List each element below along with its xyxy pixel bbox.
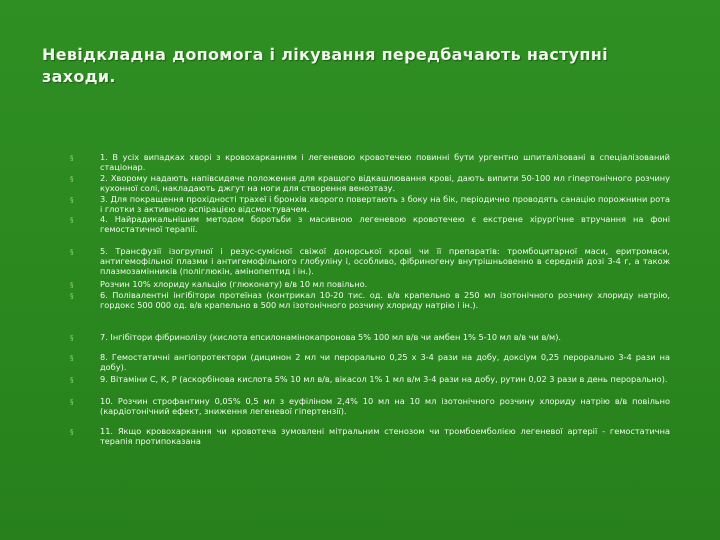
list-item-text: 1. В усіх випадках хворі з кровохарканням і легеневою кровотечею повинні бути ургентно шпиталізовані в спеціалізований стаціонар. — [100, 152, 670, 172]
list-item-text: 7. Інгібітори фібринолізу (кислота епсилонамінокапронова 5% 100 мл в/в чи амбен 1% 5-10 мл в/в чи в/м). — [100, 332, 562, 342]
list-item — [70, 375, 670, 385]
list-item — [70, 427, 670, 447]
bullet-icon: § — [70, 376, 74, 384]
list-item-text: 4. Найрадикальнішим методом боротьби з масивною легеневою кровотечею є екстрене хірургічне втручання на фоні гемостатичної терапії. — [100, 214, 670, 234]
list-item-text: 2. Хворому надають напівсидяче положення для кращого відкашлювання крові, дають випити 50-100 мл гіпертонічного розчину кухонної солі, накладають джгут на ноги для створення венозтазу. — [100, 173, 670, 193]
bullet-icon: § — [70, 175, 74, 183]
list-item — [70, 397, 670, 417]
bullet-icon: § — [70, 248, 74, 256]
bullet-icon: § — [70, 216, 74, 224]
bullet-icon: § — [70, 334, 74, 342]
list-item — [70, 247, 670, 276]
bullet-icon: § — [70, 281, 74, 289]
list-item-text: 8. Гемостатичні ангіопротектори (дицинон 2 мл чи перорально 0,25 х 3-4 рази на добу, доксіум 0,25 перорально 3-4 рази на добу). — [100, 352, 670, 372]
list-item-text: 9. Вітаміни С, К, Р (аскорбінова кислота 5% 10 мл в/в, вікасол 1% 1 мл в/м 3-4 рази на добу, рутин 0,02 3 рази в день перорально). — [100, 374, 668, 384]
list-item-text: Розчин 10% хлориду кальцію (глюконату) в/в 10 мл повільно. — [100, 279, 368, 289]
list-item-text: 3. Для покращення прохідності трахеї і бронхів хворого повертають з боку на бік, періодично проводять санацію порожнини рота і глотки з активною аспірацією відсмоктувачем. — [100, 194, 670, 214]
list-item — [70, 280, 670, 290]
list-item — [70, 174, 670, 194]
list-item-text: 6. Полівалентні інгібітори протеїназ (контрикал 10-20 тис. од. в/в крапельно в 250 мл ізотонічного розчину хлориду натрію, гордокс 500 000 од. в/в крапельно в 500 мл ізотонічного розчину хлориду натрію і ін.). — [100, 290, 670, 310]
bullet-icon: § — [70, 428, 74, 436]
bullet-icon: § — [70, 196, 74, 204]
list-item — [70, 333, 670, 343]
list-item — [70, 153, 670, 173]
list-item-text: 11. Якщо кровохаркання чи кровотеча зумовлені мітральним стенозом чи тромбоемболією легеневої артерії - гемостатична терапія протипоказана — [100, 426, 670, 446]
bullet-icon: § — [70, 154, 74, 162]
slide-title: Невідкладна допомога і лікування передбачають наступні заходи. — [42, 45, 608, 86]
list-item-text: 5. Трансфузії ізогрупної і резус-сумісної свіжої донорської крові чи її препаратів: тромбоцитарної маси, еритромаси, антигемофільної плазми і антигемофільного глобуліну і, особливо, фібриногену внутрішньовенно в середній дозі 3-4 г, а також плазмозамінників (поліглюкін, амінопептид і ін.). — [100, 246, 670, 276]
list-item — [70, 195, 670, 215]
list-item — [70, 353, 670, 373]
list-item — [70, 291, 670, 311]
bullet-icon: § — [70, 398, 74, 406]
list-item — [70, 215, 670, 235]
bullet-icon: § — [70, 292, 74, 300]
bullet-icon: § — [70, 354, 74, 362]
list-item-text: 10. Розчин строфантину 0,05% 0,5 мл з еуфіліном 2,4% 10 мл на 10 мл ізотонічного розчину хлориду натрію в/в повільно (кардіотонічний ефект, зниження легеневої гіпертензії). — [100, 396, 670, 416]
